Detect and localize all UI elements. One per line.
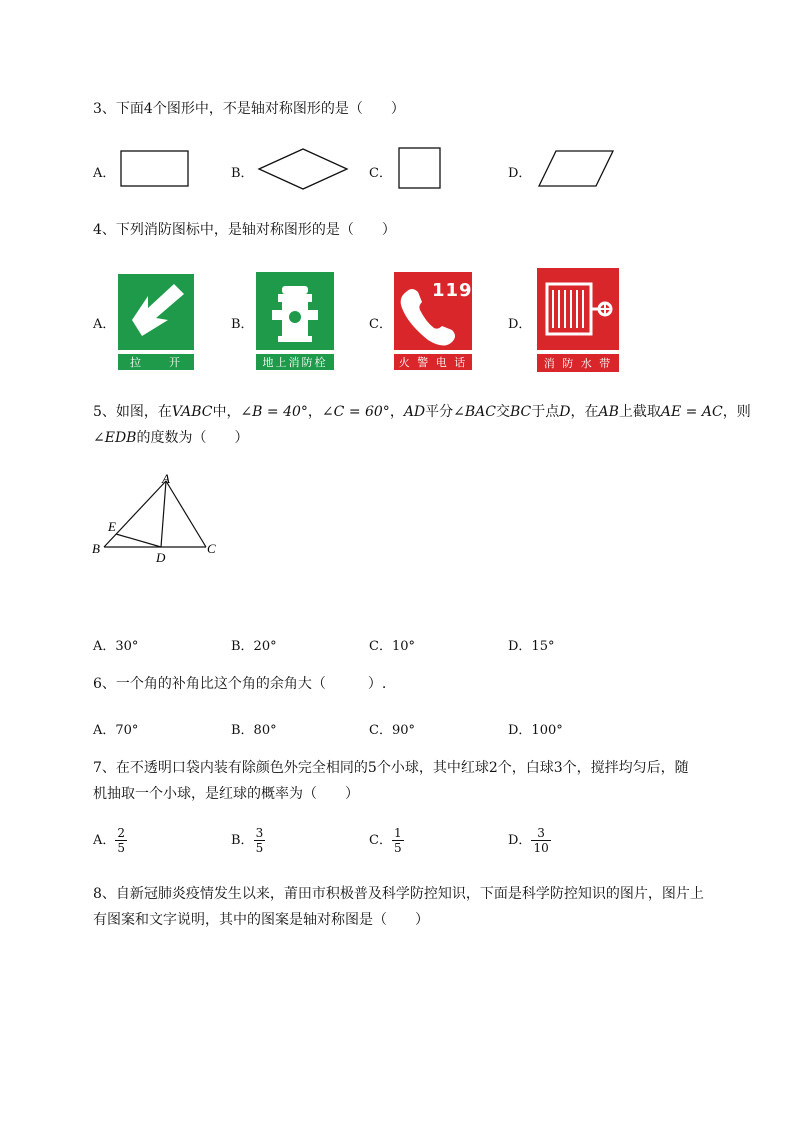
vertex-c-label: C <box>207 541 216 556</box>
q5-text: 上截取 <box>618 404 661 420</box>
q4-stem: 4、下列消防图标中，是轴对称图形的是（ ） <box>93 222 396 238</box>
q5-text: 的度数为（ ） <box>136 430 249 446</box>
q4-sign-c-caption: 火 警 电 话 <box>398 356 468 369</box>
numerator: 3 <box>531 826 550 841</box>
fraction <box>392 826 404 855</box>
q3-option-b-label: B． <box>231 166 254 181</box>
q5-math: D <box>559 404 571 420</box>
q3-option-a-label: A． <box>93 166 116 181</box>
q7-stem-line1: 7、在不透明口袋内装有除颜色外完全相同的5个小球，其中红球2个，白球3个，搅拌均匀后，随 <box>93 760 689 776</box>
q8-stem-line1: 8、自新冠肺炎疫情发生以来，莆田市积极普及科学防控知识，下面是科学防控知识的图片，图片上 <box>93 886 704 902</box>
q3-rectangle-figure <box>118 148 192 190</box>
q5-text: 于点 <box>531 404 560 420</box>
q4-phone-number: 119 <box>432 280 473 301</box>
q5-math: BC <box>510 404 532 420</box>
denominator: 5 <box>393 841 402 855</box>
q7-option-c <box>369 826 404 855</box>
q5-text: ，则 <box>722 404 751 420</box>
q4-sign-b-caption: 地上消防栓 <box>262 356 328 369</box>
q5-math: AE = AC <box>660 404 723 420</box>
side-ac <box>166 481 206 547</box>
vertex-b-label: B <box>92 541 100 556</box>
option-label: D． <box>508 833 532 848</box>
side-ab <box>104 481 166 547</box>
q5-text: 平分 <box>425 404 454 420</box>
q5-math: AB <box>598 404 619 420</box>
q4-option-a-label: A． <box>93 317 116 332</box>
q6-option-d: D．100° <box>508 723 563 738</box>
q7-stem-line2: 机抽取一个小球，是红球的概率为（ ） <box>93 786 359 802</box>
q5-option-d: D．15° <box>508 639 555 654</box>
fraction <box>115 826 127 855</box>
q4-option-b-label: B． <box>231 317 254 332</box>
q5-math: VABC <box>171 404 213 420</box>
q5-math: AD <box>403 404 426 420</box>
q6-stem: 6、一个角的补角比这个角的余角大（ ）. <box>93 676 387 692</box>
q3-square-figure <box>396 145 443 191</box>
q3-option-d-label: D． <box>508 166 532 181</box>
option-label: A． <box>93 833 116 848</box>
numerator: 2 <box>117 826 126 840</box>
q8-stem-line2: 有图案和文字说明，其中的图案是轴对称图是（ ） <box>93 912 429 928</box>
q4-fire-hydrant-sign <box>256 272 334 370</box>
option-label: C． <box>369 833 392 848</box>
q5-option-b: B．20° <box>231 639 277 654</box>
q3-rhombus-figure <box>256 146 350 192</box>
q5-option-a: A．30° <box>93 639 139 654</box>
q4-fire-hose-sign <box>537 268 619 372</box>
q4-pull-open-sign <box>118 274 194 370</box>
q4-sign-d-caption: 消 防 水 带 <box>543 357 613 370</box>
q7-option-b <box>231 826 265 855</box>
q5-math: ∠C = 60° <box>321 404 390 420</box>
q6-option-b: B．80° <box>231 723 277 738</box>
q3-option-c-label: C． <box>369 166 392 181</box>
point-e-label: E <box>108 519 116 534</box>
vertex-a-label: A <box>162 471 170 486</box>
numerator: 3 <box>255 826 264 840</box>
q3-stem: 3、下面4个图形中，不是轴对称图形的是（ ） <box>93 101 405 117</box>
q5-text: 中， <box>212 404 241 420</box>
q7-option-d <box>508 826 551 855</box>
fraction <box>254 826 266 855</box>
q4-fire-phone-sign <box>394 272 472 370</box>
point-d-label: D <box>156 550 166 565</box>
q4-sign-a-caption: 拉 开 <box>130 356 182 369</box>
q5-triangle-diagram <box>88 470 218 566</box>
q5-text: 5、如图，在 <box>93 404 172 420</box>
fraction <box>531 826 550 855</box>
q7-option-a <box>93 826 127 855</box>
q5-text: ， <box>307 404 322 420</box>
q4-option-d-label: D． <box>508 317 532 332</box>
q5-math: ∠BAC <box>453 404 496 420</box>
q5-option-c: C．10° <box>369 639 415 654</box>
q4-option-c-label: C． <box>369 317 392 332</box>
denominator: 10 <box>533 841 549 855</box>
denominator: 5 <box>117 841 126 855</box>
segment-ed <box>116 534 161 547</box>
numerator: 1 <box>393 826 402 840</box>
q5-stem-line2 <box>93 426 248 450</box>
q5-text: ， <box>389 404 404 420</box>
q3-parallelogram-figure <box>536 148 616 190</box>
q5-text: ，在 <box>570 404 599 420</box>
q5-text: 交 <box>496 404 510 420</box>
q6-option-a: A．70° <box>93 723 139 738</box>
denominator: 5 <box>255 841 264 855</box>
segment-ad <box>161 481 166 547</box>
q5-stem-line1 <box>93 400 751 424</box>
q6-option-c: C．90° <box>369 723 415 738</box>
q5-math: ∠EDB <box>93 430 137 446</box>
q5-math: ∠B = 40° <box>240 404 308 420</box>
option-label: B． <box>231 833 254 848</box>
